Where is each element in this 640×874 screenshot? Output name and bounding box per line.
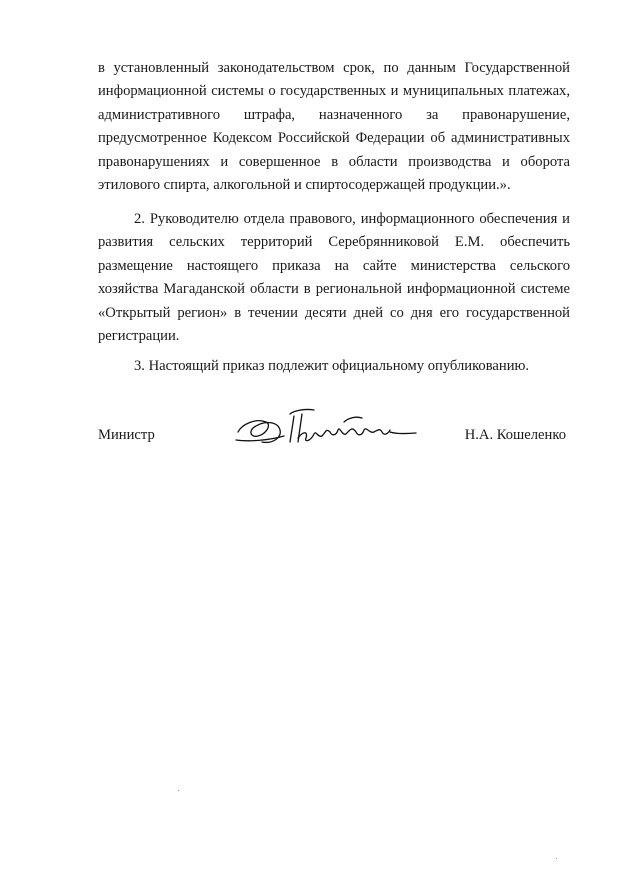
scan-speck: [556, 858, 557, 859]
scan-speck: [178, 790, 179, 791]
handwritten-signature: [232, 402, 420, 454]
paragraph-2: 2. Руководителю отдела правового, информационного обеспечения и развития сельских территорий Серебрянниковой Е.М. обеспечить размещение настоящего приказа на сайте министерства сельского хозяйства Магаданской области в региональной информационной системе «Открытый регион» в течении десяти дней со дня его государственной регистрации.: [98, 211, 570, 345]
signatory-title: Министр: [98, 427, 155, 443]
paragraph-continued: в установленный законодательством срок, по данным Государственной информационной системы о государственных и муниципальных платежах, административного штрафа, назначенного за правонарушение, предусмотренное Кодексом Российской Федерации об административных правонарушениях и совершенное в области производства и оборота этилового спирта, алкогольной и спиртосодержащей продукции.».: [98, 60, 570, 194]
paragraph-3: 3. Настоящий приказ подлежит официальному опубликованию.: [134, 358, 530, 374]
signatory-name: Н.А. Кошеленко: [464, 427, 566, 443]
